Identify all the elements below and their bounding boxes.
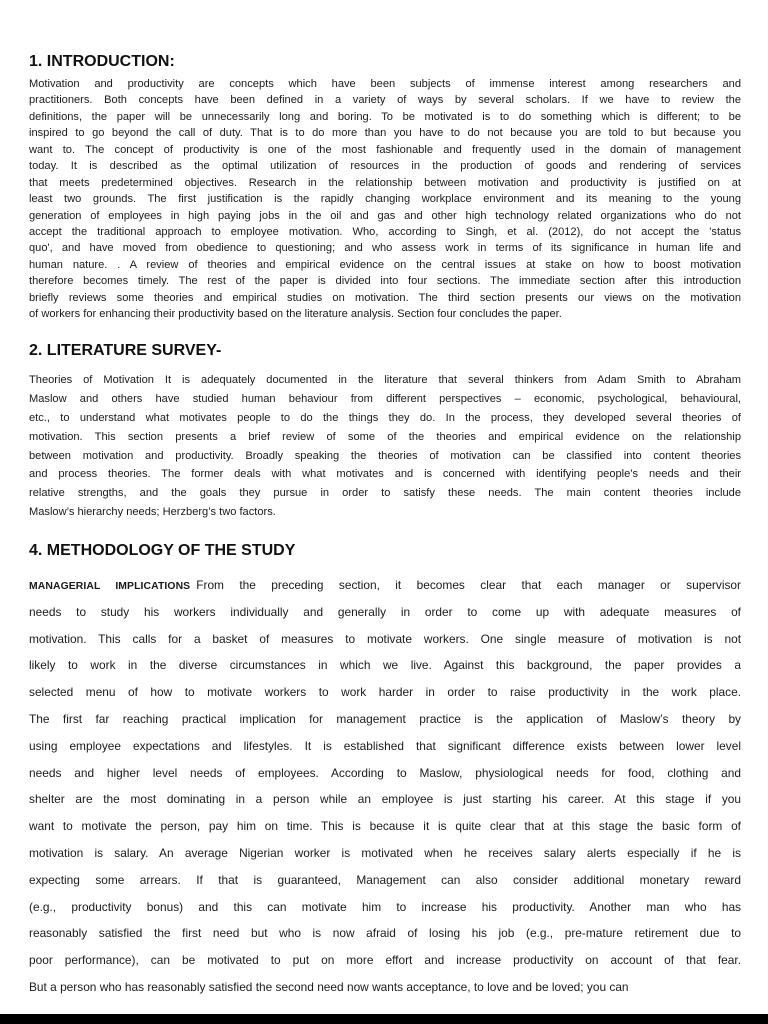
paragraph-line: motivation. This calls for a basket of measures to motivate workers. One single measure of motivation is not (29, 631, 741, 646)
paragraph-line: Maslow’s hierarchy needs; Herzberg’s two factors. (29, 506, 276, 519)
bottom-edge-bar (0, 1014, 768, 1024)
paragraph-line: likely to work in the diverse circumstances in which we live. Against this background, the paper provides a (29, 658, 741, 673)
paragraph-line: today. It is described as the optimal utilization of resources in the production of goods and rendering of services (29, 160, 741, 173)
paragraph-line: poor performance), can be motivated to put on more effort and increase productivity on account of that fear. (29, 953, 741, 968)
paragraph-line: least two grounds. The first justification is the rapidly changing workplace environment and its meaning to the young (29, 193, 741, 206)
paragraph-line: motivation. This section presents a brief review of some of the theories and empirical evidence on the relationship (29, 430, 741, 443)
methodology-paragraph (29, 572, 741, 1001)
paragraph-line: want to motivate the person, pay him on time. This is because it is quite clear that at this stage the basic form of (29, 819, 741, 834)
paragraph-line: inspired to go beyond the call of duty. That is to do more than you have to do not because you are told to but because you (29, 127, 741, 140)
paragraph-line: relative strengths, and the goals they pursue in order to satisfy these needs. The main content theories include (29, 487, 741, 500)
introduction-paragraph (29, 76, 741, 323)
paragraph-line: briefly reviews some theories and empirical studies on motivation. The third section presents our views on the motivation (29, 291, 741, 304)
paragraph-line: needs and higher level needs of employees. According to Maslow, physiological needs for food, clothing and (29, 765, 741, 780)
paragraph-line: definitions, the paper will be unnecessarily long and boring. To be motivated is to do something which is different; to be (29, 110, 741, 123)
paragraph-line: (e.g., productivity bonus) and this can motivate him to increase his productivity. Another man who has (29, 899, 741, 914)
paragraph-line: and process theories. The former deals with what motivates and is concerned with identifying people’s needs and their (29, 468, 741, 481)
paragraph-line: human nature. . A review of theories and empirical evidence on the central issues at stake on how to boost motivation (29, 258, 741, 271)
paragraph-line: quo', and have moved from obedience to questioning; and who assess work in terms of its significance in human life and (29, 242, 741, 255)
paragraph-line: between motivation and productivity. Broadly speaking the theories of motivation can be classified into content theories (29, 449, 741, 462)
managerial-implications-label: MANAGERIAL IMPLICATIONS (29, 581, 191, 592)
paragraph-line: reasonably satisfied the first need but who is now afraid of losing his job (e.g., pre-mature retirement due to (29, 926, 741, 941)
paragraph-line: needs to study his workers individually and generally in order to come up with adequate measures of (29, 604, 741, 619)
paragraph-line: therefore becomes timely. The rest of the paper is divided into four sections. The immediate section after this introduction (29, 275, 741, 288)
paragraph-line: generation of employees in high paying jobs in the oil and gas and other high technology related organizations who do not (29, 209, 741, 222)
paragraph-line: expecting some arrears. If that is guaranteed, Management can also consider additional monetary reward (29, 872, 741, 887)
methodology-heading: 4. METHODOLOGY OF THE STUDY (29, 542, 296, 559)
paragraph-line: But a person who has reasonably satisfied the second need now wants acceptance, to love and be loved; you can (29, 979, 629, 994)
paragraph-line: Theories of Motivation It is adequately documented in the literature that several thinkers from Adam Smith to Abraham (29, 374, 741, 386)
paragraph-line: selected menu of how to motivate workers to work harder in order to raise productivity in the work place. (29, 685, 741, 700)
paragraph-line: motivation is salary. An average Nigerian worker is motivated when he receives salary alerts especially if he is (29, 845, 741, 860)
paragraph-line: Motivation and productivity are concepts which have been subjects of immense interest among researchers and (29, 78, 741, 90)
paragraph-line: Maslow and others have studied human behaviour from different perspectives – economic, psychological, behavioural, (29, 392, 741, 405)
introduction-heading: 1. INTRODUCTION: (29, 53, 175, 70)
paragraph-line: practitioners. Both concepts have been defined in a variety of ways by several scholars. If we have to review the (29, 94, 741, 107)
paragraph-line (29, 572, 741, 599)
paragraph-line: of workers for enhancing their productivity based on the literature analysis. Section four concludes the paper. (29, 308, 562, 321)
literature-survey-paragraph (29, 371, 741, 522)
paragraph-line: shelter are the most dominating in a person while an employee is just starting his career. At this stage if you (29, 792, 741, 807)
paragraph-line: that meets predetermined objectives. Research in the relationship between motivation and productivity is justified on at (29, 176, 741, 189)
literature-survey-heading: 2. LITERATURE SURVEY- (29, 342, 222, 359)
paragraph-line: accept the traditional approach to employee motivation. Who, according to Singh, et al. (2012), do not accept the 'status (29, 225, 741, 238)
paragraph-line: The first far reaching practical implication for management practice is the application of Maslow’s theory by (29, 711, 741, 726)
paragraph-line: etc., to understand what motivates people to do the things they do. In the process, they developed several theories of (29, 411, 741, 424)
paragraph-line: want to. The concept of productivity is one of the most fashionable and frequently used in the domain of management (29, 143, 741, 156)
methodology-first-line-text: From the preceding section, it becomes clear that each manager or supervisor (196, 578, 741, 592)
paragraph-line: using employee expectations and lifestyles. It is established that significant difference exists between lower level (29, 738, 741, 753)
